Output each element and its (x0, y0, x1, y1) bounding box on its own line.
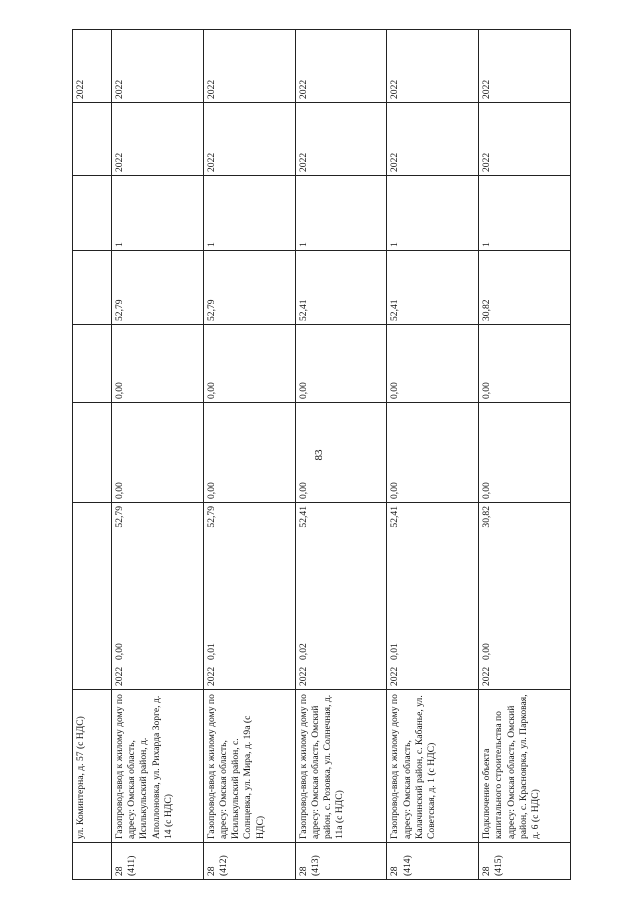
row-subnumber: (415) (493, 855, 505, 876)
cell-number (295, 843, 387, 880)
cell-year-start: 2022 (295, 103, 387, 176)
combined-year: 2022 (114, 666, 125, 686)
row-subnumber: (412) (218, 855, 229, 876)
cell-empty (73, 176, 112, 251)
cell-value-3: 52,79 (203, 251, 295, 325)
cell-year-end: 2022 (479, 30, 571, 103)
cell-combined (387, 503, 479, 690)
combined-cost: 52,79 (114, 506, 125, 528)
cell-object-name: Газопровод-ввод к жилому дому по адресу: Омская область, Калачинский район, с. Кабанье, ул. Советская, д. 1 (с НДС) (387, 690, 479, 843)
combined-year: 2022 (481, 666, 493, 686)
cell-value-3: 52,79 (112, 251, 204, 325)
cell-value-3: 52,41 (295, 251, 387, 325)
rotated-table-container (72, 30, 570, 880)
cell-value-1: 0,00 (112, 403, 204, 503)
cell-number (479, 843, 571, 880)
cell-value-2: 0,00 (387, 325, 479, 403)
combined-year: 2022 (205, 666, 217, 686)
table-row (112, 30, 204, 880)
cell-object-name: Газопровод-ввод к жилому дому по адресу: Омская область, Омский район, с. Розовка, ул. Солнечная, д. 11а (с НДС) (295, 690, 387, 843)
row-number: 28 (297, 866, 309, 876)
combined-cost: 30,82 (481, 506, 493, 528)
page-number: 83 (313, 449, 325, 461)
cell-empty (73, 103, 112, 176)
data-table (72, 29, 571, 880)
cell-empty (73, 325, 112, 403)
cell-value-4: 1 (112, 176, 204, 251)
cell-value-4: 1 (479, 176, 571, 251)
cell-object-name: Подключение объекта капитального строительства по адресу: Омская область, Омский район, с. Красноярка, ул. Парковая, д. 6 (с НДС) (479, 690, 571, 843)
cell-year-start: 2022 (112, 103, 204, 176)
cell-year-start: 2022 (479, 103, 571, 176)
combined-year: 2022 (297, 666, 309, 686)
cell-object-name: Газопровод-ввод к жилому дому по адресу: Омская область, Исилькульский район, д. Аполлоновка, ул. Рихарда Зорге, д. 14 (с НДС) (112, 690, 204, 843)
cell-year-end: 2022 (203, 30, 295, 103)
combined-cost: 52,41 (389, 506, 401, 528)
cell-value-4: 1 (387, 176, 479, 251)
combined-value: 0,01 (205, 643, 217, 660)
cell-value-3: 52,41 (387, 251, 479, 325)
cell-empty (73, 251, 112, 325)
cell-combined (479, 503, 571, 690)
cell-empty (73, 843, 112, 880)
table-row-continuation (73, 30, 112, 880)
row-number: 28 (389, 866, 401, 876)
cell-object-name: Газопровод-ввод к жилому дому по адресу: Омская область, Исилькульский район, с. Солнцевка, ул. Мира, д. 19а (с НДС) (203, 690, 295, 843)
combined-cost: 52,79 (205, 506, 217, 528)
cell-empty (73, 403, 112, 503)
table-row (295, 30, 387, 880)
cell-number (112, 843, 204, 880)
cell-value-4: 1 (203, 176, 295, 251)
cell-value-2: 0,00 (203, 325, 295, 403)
cell-value-2: 0,00 (112, 325, 204, 403)
cell-empty (73, 503, 112, 690)
combined-year: 2022 (389, 666, 401, 686)
combined-value: 0,01 (389, 643, 401, 660)
cell-year-start: 2022 (203, 103, 295, 176)
combined-value: 0,00 (481, 643, 493, 660)
cell-address-tail: ул. Коминтерна, д. 57 (с НДС) (73, 690, 112, 843)
table-row (203, 30, 295, 880)
row-subnumber: (413) (309, 855, 321, 876)
cell-value-1: 0,00 (203, 403, 295, 503)
cell-value-1: 0,00 (295, 403, 387, 503)
cell-combined (112, 503, 204, 690)
row-number: 28 (114, 866, 125, 876)
cell-year-end: 2022 (112, 30, 204, 103)
cell-value-3: 30,82 (479, 251, 571, 325)
row-subnumber: (414) (401, 855, 413, 876)
row-number: 28 (481, 866, 493, 876)
table-row (479, 30, 571, 880)
cell-value-1: 0,00 (479, 403, 571, 503)
cell-year-end: 2022 (295, 30, 387, 103)
cell-year-start: 2022 (387, 103, 479, 176)
cell-value-2: 0,00 (295, 325, 387, 403)
cell-number (203, 843, 295, 880)
row-subnumber: (411) (126, 855, 138, 876)
combined-value: 0,02 (297, 643, 309, 660)
cell-value-2: 0,00 (479, 325, 571, 403)
cell-year-end: 2022 (387, 30, 479, 103)
cell-combined (295, 503, 387, 690)
cell-value-4: 1 (295, 176, 387, 251)
cell-value-1: 0,00 (387, 403, 479, 503)
combined-value: 0,00 (114, 643, 125, 660)
table-row (387, 30, 479, 880)
combined-cost: 52,41 (297, 506, 309, 528)
row-number: 28 (205, 866, 217, 876)
cell-combined (203, 503, 295, 690)
cell-year-end: 2022 (73, 30, 112, 103)
cell-number (387, 843, 479, 880)
